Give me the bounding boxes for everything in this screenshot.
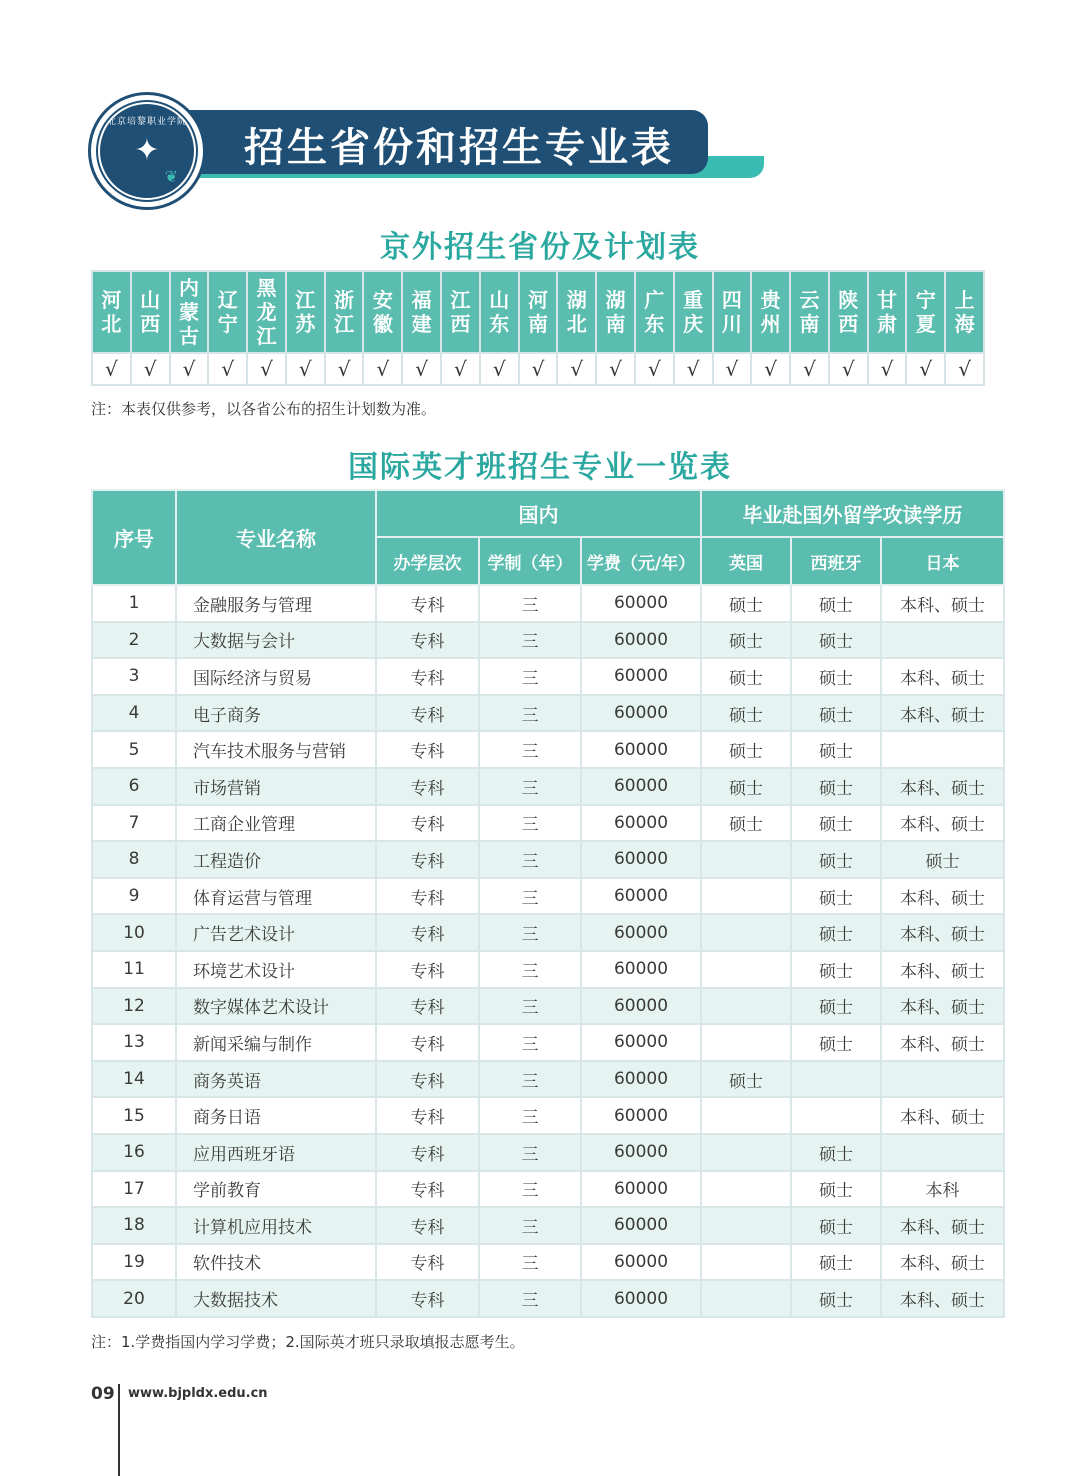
cell-uk xyxy=(701,988,791,1025)
province-name-cell: 河 南 xyxy=(519,271,558,353)
cell-uk: 硕士 xyxy=(701,622,791,659)
cell-index: 19 xyxy=(92,1244,176,1281)
cell-japan: 本科、硕士 xyxy=(881,1207,1004,1244)
province-check-cell: √ xyxy=(868,353,907,385)
province-check-cell: √ xyxy=(674,353,713,385)
cell-uk xyxy=(701,1097,791,1134)
province-name-cell: 四 川 xyxy=(713,271,752,353)
cell-japan: 本科、硕士 xyxy=(881,1097,1004,1134)
cell-years: 三 xyxy=(479,658,581,695)
footer-divider xyxy=(118,1384,120,1476)
province-table xyxy=(91,270,985,386)
website-link[interactable]: www.bjpldx.edu.cn xyxy=(128,1386,268,1401)
province-table-title: 京外招生省份及计划表 xyxy=(380,230,700,265)
cell-years: 三 xyxy=(479,878,581,915)
cell-fee: 60000 xyxy=(581,695,701,732)
cell-level: 专科 xyxy=(376,951,479,988)
province-check-cell: √ xyxy=(829,353,868,385)
cell-japan: 本科、硕士 xyxy=(881,878,1004,915)
cell-level: 专科 xyxy=(376,622,479,659)
cell-fee: 60000 xyxy=(581,1061,701,1098)
table-row xyxy=(92,951,1004,988)
table-row xyxy=(92,1171,1004,1208)
province-check-cell: √ xyxy=(713,353,752,385)
col-header-domestic: 国内 xyxy=(376,490,701,537)
cell-index: 15 xyxy=(92,1097,176,1134)
province-check-cell: √ xyxy=(286,353,325,385)
table-row xyxy=(92,585,1004,622)
cell-level: 专科 xyxy=(376,805,479,842)
cell-index: 3 xyxy=(92,658,176,695)
province-check-cell: √ xyxy=(363,353,402,385)
province-name-cell: 贵 州 xyxy=(751,271,790,353)
cell-spain: 硕士 xyxy=(791,1171,881,1208)
cell-japan: 本科、硕士 xyxy=(881,1024,1004,1061)
province-name-cell: 福 建 xyxy=(402,271,441,353)
cell-index: 9 xyxy=(92,878,176,915)
cell-level: 专科 xyxy=(376,585,479,622)
cell-spain: 硕士 xyxy=(791,658,881,695)
cell-years: 三 xyxy=(479,988,581,1025)
province-check-cell: √ xyxy=(441,353,480,385)
laurel-icon: ❦ xyxy=(164,167,178,186)
cell-level: 专科 xyxy=(376,768,479,805)
province-check-cell: √ xyxy=(519,353,558,385)
cell-major-name: 体育运营与管理 xyxy=(176,878,376,915)
cell-years: 三 xyxy=(479,731,581,768)
col-header-major-name: 专业名称 xyxy=(176,490,376,585)
cell-major-name: 大数据与会计 xyxy=(176,622,376,659)
cell-spain: 硕士 xyxy=(791,585,881,622)
cell-uk xyxy=(701,914,791,951)
cell-uk xyxy=(701,878,791,915)
col-header-level: 办学层次 xyxy=(376,537,479,585)
table-row xyxy=(92,1024,1004,1061)
cell-fee: 60000 xyxy=(581,841,701,878)
cell-fee: 60000 xyxy=(581,1024,701,1061)
cell-major-name: 汽车技术服务与营销 xyxy=(176,731,376,768)
table-row xyxy=(92,1280,1004,1317)
cell-years: 三 xyxy=(479,1244,581,1281)
province-check-cell: √ xyxy=(247,353,286,385)
cell-index: 13 xyxy=(92,1024,176,1061)
province-name-row xyxy=(92,271,984,353)
cell-fee: 60000 xyxy=(581,731,701,768)
cell-index: 2 xyxy=(92,622,176,659)
cell-uk xyxy=(701,951,791,988)
school-logo xyxy=(88,92,206,210)
cell-major-name: 应用西班牙语 xyxy=(176,1134,376,1171)
cell-index: 20 xyxy=(92,1280,176,1317)
table-row xyxy=(92,1207,1004,1244)
cell-level: 专科 xyxy=(376,1024,479,1061)
cell-japan xyxy=(881,622,1004,659)
cell-japan: 本科、硕士 xyxy=(881,585,1004,622)
cell-level: 专科 xyxy=(376,1061,479,1098)
province-check-cell: √ xyxy=(635,353,674,385)
province-check-cell: √ xyxy=(208,353,247,385)
cell-major-name: 商务英语 xyxy=(176,1061,376,1098)
cell-uk xyxy=(701,1244,791,1281)
table-row xyxy=(92,658,1004,695)
cell-uk xyxy=(701,1171,791,1208)
cell-spain: 硕士 xyxy=(791,768,881,805)
cell-spain: 硕士 xyxy=(791,1134,881,1171)
cell-years: 三 xyxy=(479,1171,581,1208)
logo-emblem xyxy=(98,102,196,200)
cell-level: 专科 xyxy=(376,695,479,732)
cell-years: 三 xyxy=(479,1134,581,1171)
cell-index: 8 xyxy=(92,841,176,878)
majors-note: 注：1.学费指国内学习学费；2.国际英才班只录取填报志愿考生。 xyxy=(91,1333,525,1351)
cell-uk: 硕士 xyxy=(701,1061,791,1098)
cell-fee: 60000 xyxy=(581,585,701,622)
cell-years: 三 xyxy=(479,914,581,951)
province-name-cell: 湖 南 xyxy=(596,271,635,353)
cell-spain: 硕士 xyxy=(791,951,881,988)
cell-spain: 硕士 xyxy=(791,878,881,915)
province-name-cell: 山 西 xyxy=(131,271,170,353)
cell-years: 三 xyxy=(479,1207,581,1244)
cell-spain: 硕士 xyxy=(791,841,881,878)
province-check-cell: √ xyxy=(557,353,596,385)
cell-major-name: 国际经济与贸易 xyxy=(176,658,376,695)
table-row xyxy=(92,1061,1004,1098)
page-number: 09 xyxy=(91,1384,115,1404)
cell-japan xyxy=(881,1134,1004,1171)
cell-japan: 本科 xyxy=(881,1171,1004,1208)
cell-spain xyxy=(791,1061,881,1098)
province-check-cell: √ xyxy=(751,353,790,385)
majors-table-title: 国际英才班招生专业一览表 xyxy=(348,450,732,485)
province-check-cell: √ xyxy=(92,353,131,385)
cell-level: 专科 xyxy=(376,1280,479,1317)
cell-uk xyxy=(701,1280,791,1317)
cell-level: 专科 xyxy=(376,731,479,768)
cell-fee: 60000 xyxy=(581,1134,701,1171)
cell-years: 三 xyxy=(479,1097,581,1134)
cell-japan xyxy=(881,1061,1004,1098)
province-name-cell: 云 南 xyxy=(790,271,829,353)
cell-index: 5 xyxy=(92,731,176,768)
cell-years: 三 xyxy=(479,1024,581,1061)
cell-uk: 硕士 xyxy=(701,768,791,805)
cell-japan: 本科、硕士 xyxy=(881,914,1004,951)
star-icon: ✦ xyxy=(134,133,160,168)
col-header-uk: 英国 xyxy=(701,537,791,585)
cell-uk: 硕士 xyxy=(701,585,791,622)
majors-table-body xyxy=(92,585,1004,1317)
province-name-cell: 内 蒙 古 xyxy=(170,271,209,353)
province-check-cell: √ xyxy=(790,353,829,385)
cell-index: 10 xyxy=(92,914,176,951)
table-row xyxy=(92,841,1004,878)
province-name-cell: 宁 夏 xyxy=(906,271,945,353)
province-name-cell: 上 海 xyxy=(945,271,984,353)
cell-level: 专科 xyxy=(376,914,479,951)
cell-index: 11 xyxy=(92,951,176,988)
cell-index: 14 xyxy=(92,1061,176,1098)
province-note: 注：本表仅供参考，以各省公布的招生计划数为准。 xyxy=(91,400,437,418)
cell-fee: 60000 xyxy=(581,768,701,805)
cell-fee: 60000 xyxy=(581,1280,701,1317)
cell-spain: 硕士 xyxy=(791,1207,881,1244)
cell-fee: 60000 xyxy=(581,805,701,842)
province-name-cell: 广 东 xyxy=(635,271,674,353)
cell-fee: 60000 xyxy=(581,951,701,988)
cell-spain: 硕士 xyxy=(791,695,881,732)
cell-index: 7 xyxy=(92,805,176,842)
cell-japan: 本科、硕士 xyxy=(881,695,1004,732)
cell-spain: 硕士 xyxy=(791,1244,881,1281)
province-check-cell: √ xyxy=(325,353,364,385)
province-check-cell: √ xyxy=(596,353,635,385)
table-row xyxy=(92,805,1004,842)
cell-major-name: 电子商务 xyxy=(176,695,376,732)
province-name-cell: 陕 西 xyxy=(829,271,868,353)
cell-uk: 硕士 xyxy=(701,731,791,768)
logo-text: 北京培黎职业学院 xyxy=(106,117,187,127)
cell-years: 三 xyxy=(479,805,581,842)
cell-spain xyxy=(791,1097,881,1134)
province-check-row xyxy=(92,353,984,385)
province-check-cell: √ xyxy=(906,353,945,385)
cell-japan: 本科、硕士 xyxy=(881,1244,1004,1281)
cell-fee: 60000 xyxy=(581,622,701,659)
cell-years: 三 xyxy=(479,951,581,988)
header-row-top xyxy=(92,490,1004,537)
cell-spain: 硕士 xyxy=(791,731,881,768)
cell-index: 12 xyxy=(92,988,176,1025)
cell-index: 16 xyxy=(92,1134,176,1171)
cell-level: 专科 xyxy=(376,658,479,695)
cell-major-name: 市场营销 xyxy=(176,768,376,805)
cell-years: 三 xyxy=(479,695,581,732)
cell-spain: 硕士 xyxy=(791,805,881,842)
province-name-cell: 浙 江 xyxy=(325,271,364,353)
province-check-cell: √ xyxy=(480,353,519,385)
table-row xyxy=(92,1097,1004,1134)
cell-level: 专科 xyxy=(376,1244,479,1281)
cell-fee: 60000 xyxy=(581,878,701,915)
table-row xyxy=(92,768,1004,805)
cell-japan: 本科、硕士 xyxy=(881,988,1004,1025)
province-check-cell: √ xyxy=(402,353,441,385)
cell-years: 三 xyxy=(479,622,581,659)
table-row xyxy=(92,878,1004,915)
cell-fee: 60000 xyxy=(581,988,701,1025)
cell-uk xyxy=(701,1134,791,1171)
cell-major-name: 广告艺术设计 xyxy=(176,914,376,951)
province-name-cell: 江 苏 xyxy=(286,271,325,353)
cell-major-name: 大数据技术 xyxy=(176,1280,376,1317)
col-header-fee: 学费（元/年） xyxy=(581,537,701,585)
cell-index: 17 xyxy=(92,1171,176,1208)
cell-fee: 60000 xyxy=(581,914,701,951)
cell-major-name: 学前教育 xyxy=(176,1171,376,1208)
header-banner xyxy=(88,92,710,210)
cell-fee: 60000 xyxy=(581,1171,701,1208)
cell-years: 三 xyxy=(479,1280,581,1317)
cell-fee: 60000 xyxy=(581,1244,701,1281)
province-check-cell: √ xyxy=(170,353,209,385)
cell-uk: 硕士 xyxy=(701,658,791,695)
cell-japan xyxy=(881,731,1004,768)
province-name-cell: 河 北 xyxy=(92,271,131,353)
province-name-cell: 黑 龙 江 xyxy=(247,271,286,353)
table-row xyxy=(92,731,1004,768)
banner-bar xyxy=(146,110,708,174)
province-name-cell: 江 西 xyxy=(441,271,480,353)
cell-level: 专科 xyxy=(376,841,479,878)
cell-spain: 硕士 xyxy=(791,1280,881,1317)
table-row xyxy=(92,1134,1004,1171)
province-name-cell: 辽 宁 xyxy=(208,271,247,353)
cell-fee: 60000 xyxy=(581,658,701,695)
cell-japan: 本科、硕士 xyxy=(881,1280,1004,1317)
cell-level: 专科 xyxy=(376,1097,479,1134)
cell-major-name: 数字媒体艺术设计 xyxy=(176,988,376,1025)
cell-level: 专科 xyxy=(376,878,479,915)
page-title: 招生省份和招生专业表 xyxy=(244,125,674,171)
majors-table xyxy=(91,489,1005,1318)
cell-years: 三 xyxy=(479,768,581,805)
cell-japan: 本科、硕士 xyxy=(881,805,1004,842)
table-row xyxy=(92,1244,1004,1281)
cell-japan: 本科、硕士 xyxy=(881,951,1004,988)
cell-major-name: 工商企业管理 xyxy=(176,805,376,842)
cell-level: 专科 xyxy=(376,1171,479,1208)
cell-index: 4 xyxy=(92,695,176,732)
cell-index: 6 xyxy=(92,768,176,805)
cell-major-name: 金融服务与管理 xyxy=(176,585,376,622)
cell-spain: 硕士 xyxy=(791,914,881,951)
cell-uk: 硕士 xyxy=(701,805,791,842)
province-check-cell: √ xyxy=(945,353,984,385)
cell-uk xyxy=(701,1024,791,1061)
cell-fee: 60000 xyxy=(581,1207,701,1244)
cell-major-name: 商务日语 xyxy=(176,1097,376,1134)
cell-major-name: 新闻采编与制作 xyxy=(176,1024,376,1061)
cell-index: 18 xyxy=(92,1207,176,1244)
cell-years: 三 xyxy=(479,585,581,622)
col-header-japan: 日本 xyxy=(881,537,1004,585)
table-row xyxy=(92,622,1004,659)
province-name-cell: 甘 肃 xyxy=(868,271,907,353)
cell-uk xyxy=(701,841,791,878)
cell-uk: 硕士 xyxy=(701,695,791,732)
cell-major-name: 软件技术 xyxy=(176,1244,376,1281)
cell-major-name: 环境艺术设计 xyxy=(176,951,376,988)
province-name-cell: 湖 北 xyxy=(557,271,596,353)
province-name-cell: 重 庆 xyxy=(674,271,713,353)
table-row xyxy=(92,695,1004,732)
cell-level: 专科 xyxy=(376,988,479,1025)
cell-spain: 硕士 xyxy=(791,622,881,659)
cell-index: 1 xyxy=(92,585,176,622)
cell-spain: 硕士 xyxy=(791,1024,881,1061)
col-header-abroad: 毕业赴国外留学攻读学历 xyxy=(701,490,1004,537)
cell-major-name: 工程造价 xyxy=(176,841,376,878)
cell-years: 三 xyxy=(479,841,581,878)
cell-level: 专科 xyxy=(376,1207,479,1244)
province-name-cell: 安 徽 xyxy=(363,271,402,353)
province-check-cell: √ xyxy=(131,353,170,385)
cell-level: 专科 xyxy=(376,1134,479,1171)
cell-japan: 本科、硕士 xyxy=(881,658,1004,695)
cell-major-name: 计算机应用技术 xyxy=(176,1207,376,1244)
cell-fee: 60000 xyxy=(581,1097,701,1134)
cell-years: 三 xyxy=(479,1061,581,1098)
cell-japan: 本科、硕士 xyxy=(881,768,1004,805)
col-header-spain: 西班牙 xyxy=(791,537,881,585)
col-header-years: 学制（年） xyxy=(479,537,581,585)
table-row xyxy=(92,988,1004,1025)
cell-japan: 硕士 xyxy=(881,841,1004,878)
province-name-cell: 山 东 xyxy=(480,271,519,353)
table-row xyxy=(92,914,1004,951)
cell-spain: 硕士 xyxy=(791,988,881,1025)
col-header-index: 序号 xyxy=(92,490,176,585)
cell-uk xyxy=(701,1207,791,1244)
